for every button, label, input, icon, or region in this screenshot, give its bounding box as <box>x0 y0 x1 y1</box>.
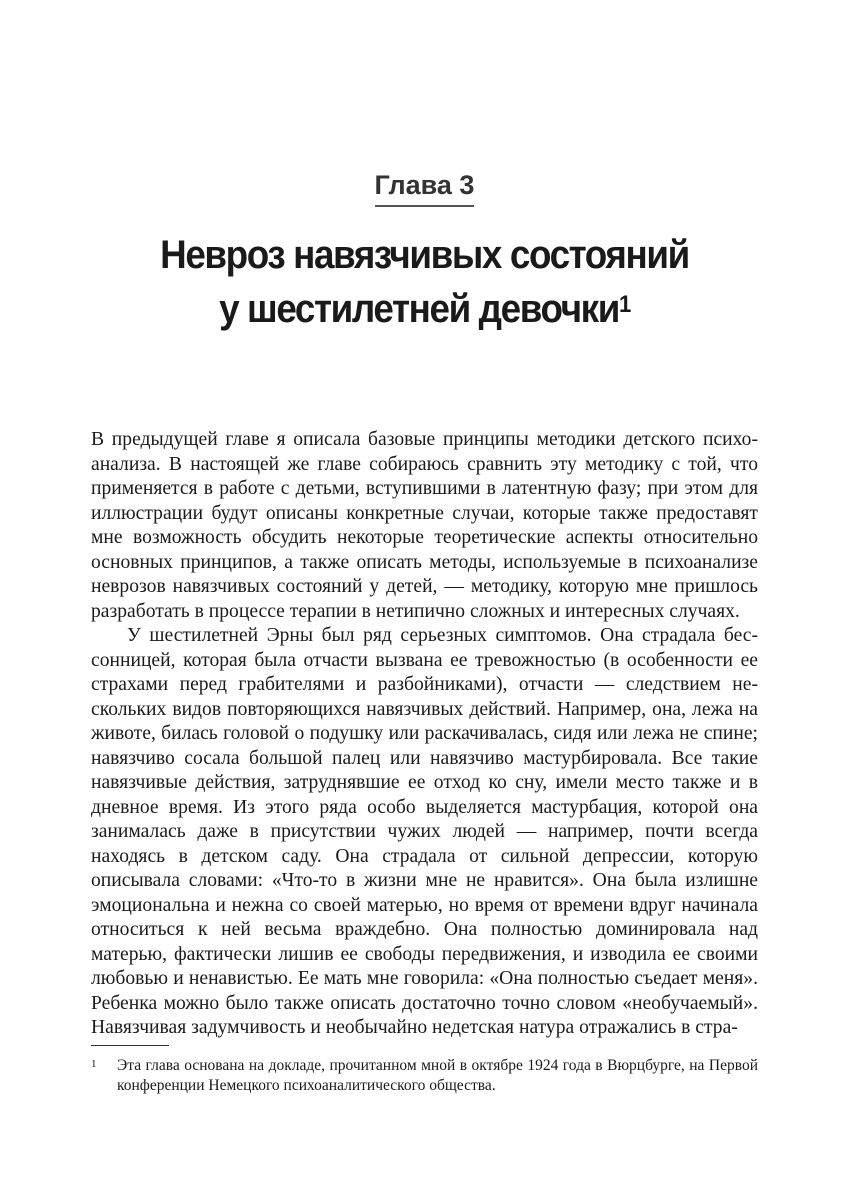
footnote-divider <box>91 1045 169 1046</box>
chapter-title-line-1: Невроз навязчивых состояний <box>160 233 689 277</box>
body-text <box>91 428 758 1041</box>
footnote <box>91 1056 758 1096</box>
chapter-number: Глава 3 <box>375 170 475 207</box>
chapter-title <box>34 228 815 336</box>
chapter-title-line-2-text: у шестилетней девочки <box>219 287 619 331</box>
title-footnote-marker[interactable]: 1 <box>618 291 630 318</box>
chapter-title-line-2 <box>34 282 815 336</box>
footnote-text: Эта глава основана на докладе, прочитанном мной в октябре 1924 года в Вюрцбурге, на Первой конференции Немецкого психоаналитического общества. <box>117 1057 758 1094</box>
paragraph-1: В предыдущей главе я описала базовые принципы методики детского психоанализа. В настоящей же главе собираюсь сравнить эту методику с той, что применяется в работе с детьми, вступившими в латентную фазу; при этом для иллюстрации будут описаны конкретные случаи, которые также предоставят мне возможность обсудить некоторые теоретические аспекты относительно основных принципов, а также описать методы, используемые в психоанализе неврозов навязчивых состояний у детей, — методику, которую мне пришлось разработать в процессе терапии в нетипично сложных и интересных случаях. <box>91 429 758 622</box>
footnote-number: 1 <box>91 1058 97 1070</box>
paragraph-2: У шестилетней Эрны был ряд серьезных симптомов. Она страдала бессонницей, которая была отчасти вызвана ее тревожностью (в особенности ее страхами перед грабителями и разбойниками), отчасти — следствием нескольких видов повторяющихся навязчивых действий. Например, она, лежа на животе, билась головой о подушку или раскачивалась, сидя или лежа не спине; навязчиво сосала большой палец или навязчиво мастурбировала. Все такие навязчивые действия, затруднявшие ее отход ко сну, имели место также и в дневное время. Из этого ряда особо выделяется мастурбация, которой она занималась даже в присутствии чужих людей — например, почти всегда находясь в детском саду. Она страдала от сильной депрессии, которую описывала словами: «Что-то в жизни мне не нравится». Она была излишне эмоциональна и нежна со своей матерью, но время от времени вдруг начинала относиться к ней весьма враждебно. Она полностью доминировала над матерью, фактически лишив ее свободы передвижения, и изводила ее своими любовью и ненавистью. Ее мать мне говорила: «Она полностью съедает меня». Ребенка можно было также описать достаточно точно словом «необучаемый». Навязчивая задумчивость и необычайно недетская натура отражались в стра- <box>91 625 758 1038</box>
chapter-label <box>0 170 849 207</box>
